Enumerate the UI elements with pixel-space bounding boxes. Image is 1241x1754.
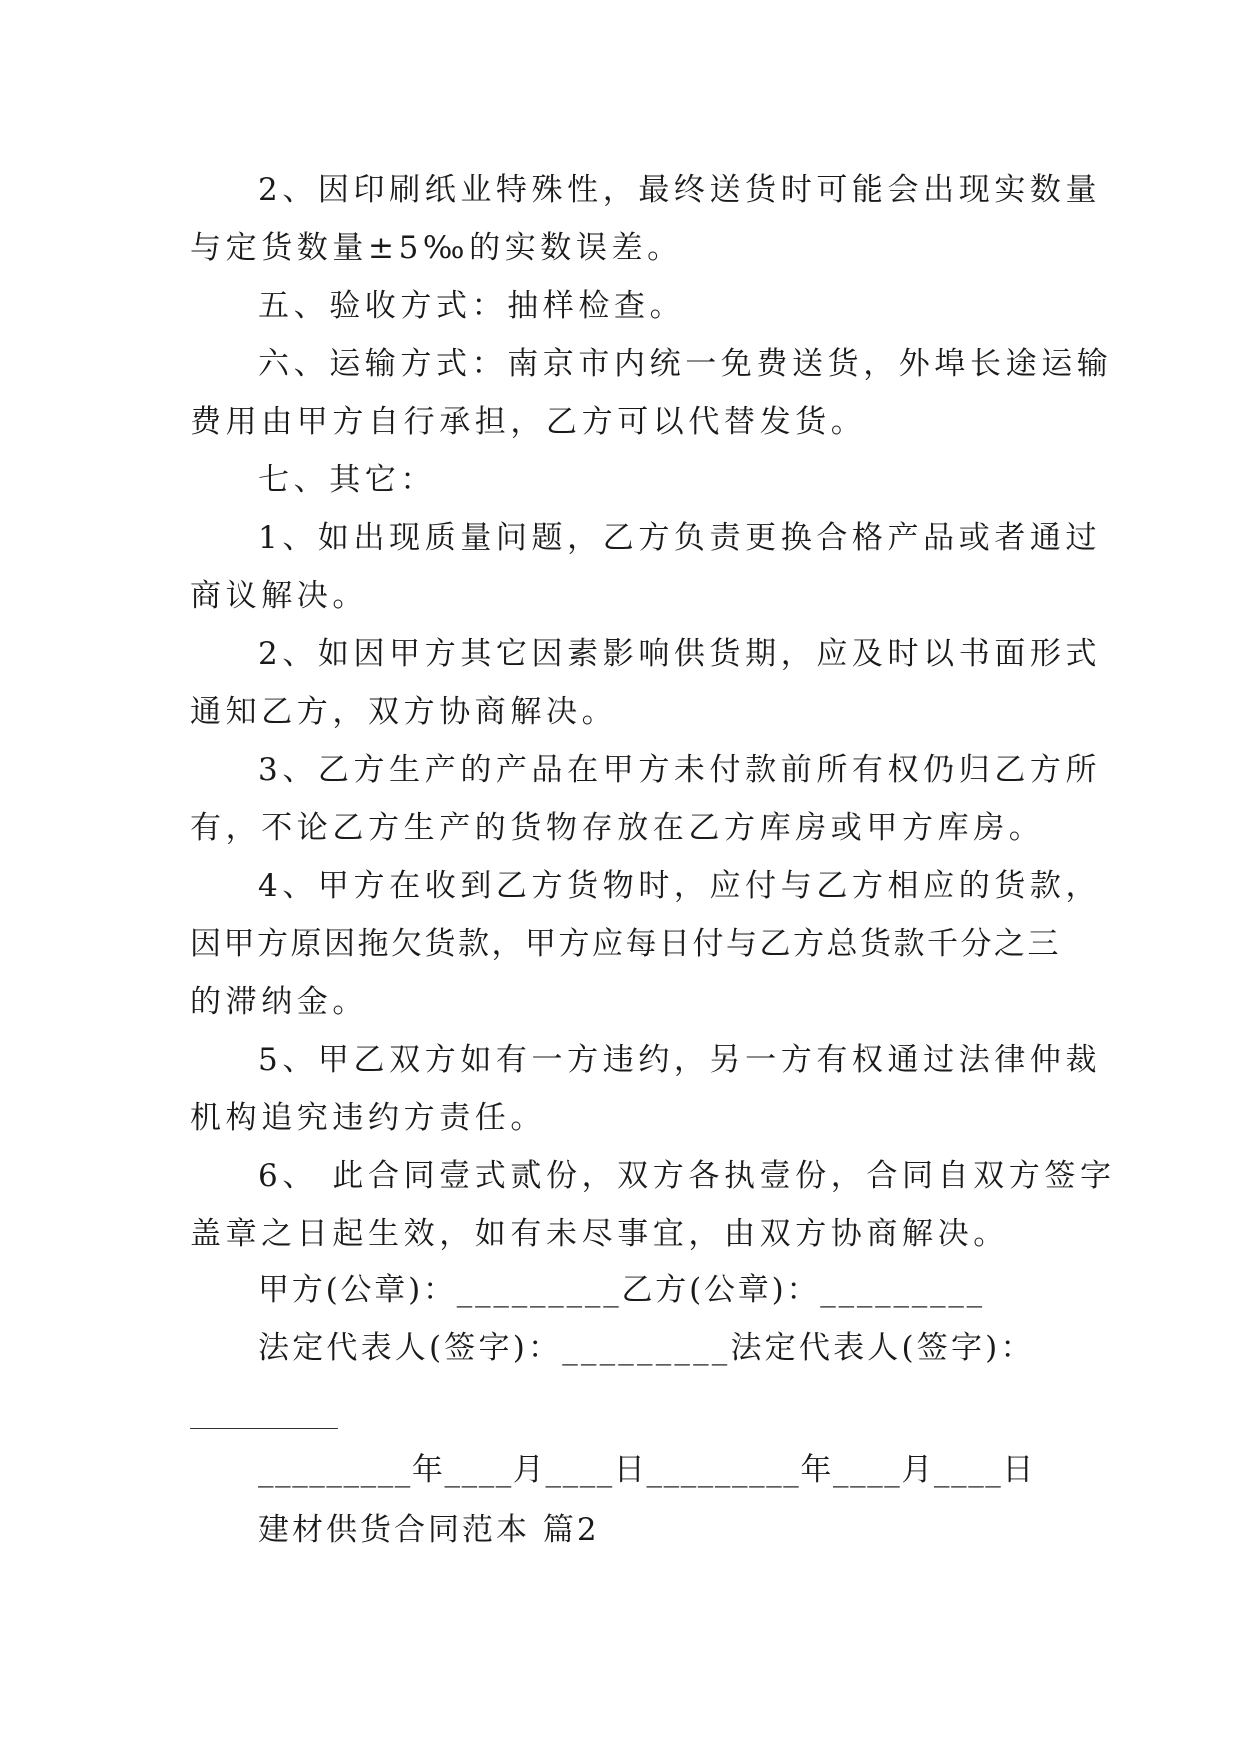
paragraph-line: 六、运输方式：南京市内统一免费送货，外埠长途运输 <box>258 346 1113 382</box>
paragraph-line: 因甲方原因拖欠货款，甲方应每日付与乙方总货款千分之三 <box>190 926 1061 962</box>
signature-blank-rule <box>190 1428 338 1429</box>
paragraph-line: 有，不论乙方生产的货物存放在乙方库房或甲方库房。 <box>190 810 1045 846</box>
paragraph-line: 机构追究违约方责任。 <box>190 1100 546 1136</box>
signature-line-representative: 法定代表人(签字)：_________法定代表人(签字)： <box>258 1330 1035 1366</box>
paragraph-line: 2、如因甲方其它因素影响供货期，应及时以书面形式 <box>258 636 1102 672</box>
paragraph-line: 费用由甲方自行承担，乙方可以代替发货。 <box>190 404 867 440</box>
paragraph-line: 的滞纳金。 <box>190 984 368 1020</box>
next-section-title: 建材供货合同范本 篇2 <box>258 1512 600 1548</box>
section-heading: 五、验收方式：抽样检查。 <box>258 288 686 324</box>
date-line: _________年____月____日_________年____月____日 <box>258 1452 1035 1488</box>
paragraph-line: 商议解决。 <box>190 578 368 614</box>
paragraph-line: 6、 此合同壹式贰份，双方各执壹份，合同自双方签字 <box>258 1158 1116 1194</box>
paragraph-line: 3、乙方生产的产品在甲方未付款前所有权仍归乙方所 <box>258 752 1102 788</box>
signature-line-seal: 甲方(公章)：_________乙方(公章)：_________ <box>258 1272 985 1308</box>
paragraph-line: 4、甲方在收到乙方货物时，应付与乙方相应的货款， <box>258 868 1102 904</box>
paragraph-line: 盖章之日起生效，如有未尽事宜，由双方协商解决。 <box>190 1216 1009 1252</box>
paragraph-line: 通知乙方，双方协商解决。 <box>190 694 618 730</box>
paragraph-line: 与定货数量±5‰的实数误差。 <box>190 230 683 266</box>
paragraph-line: 1、如出现质量问题，乙方负责更换合格产品或者通过 <box>258 520 1102 556</box>
section-heading: 七、其它： <box>258 462 436 498</box>
paragraph-line: 2、因印刷纸业特殊性，最终送货时可能会出现实数量 <box>258 172 1102 208</box>
paragraph-line: 5、甲乙双方如有一方违约，另一方有权通过法律仲裁 <box>258 1042 1102 1078</box>
